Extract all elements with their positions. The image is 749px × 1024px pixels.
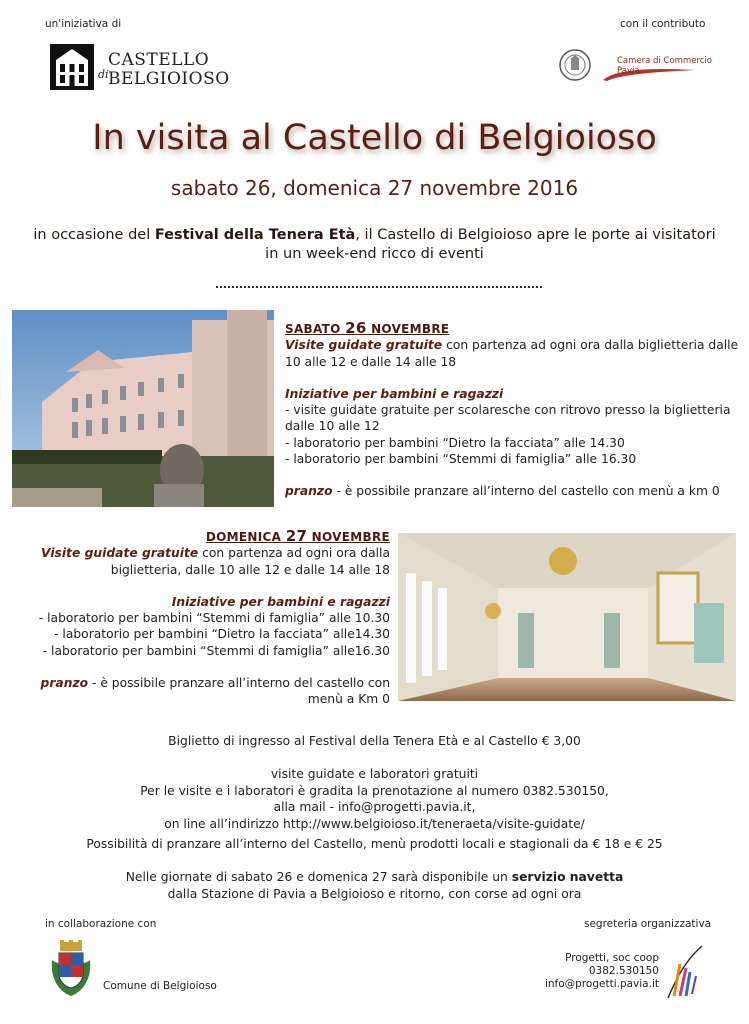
dotted-divider	[216, 286, 542, 290]
sunday-visite-head: Visite guidate gratuite	[41, 546, 199, 561]
shuttle-bold: servizio navetta	[511, 870, 624, 884]
sunday-iniziativa-item: - laboratorio per bambini “Stemmi di famiglia” alle16.30	[42, 643, 390, 658]
cc-line1: Camera di Commercio	[617, 56, 712, 66]
logo-word-castello: CASTELLO	[108, 50, 210, 70]
saturday-pranzo-head: pranzo	[285, 484, 333, 499]
saturday-section	[285, 320, 745, 500]
camera-commercio-logo	[617, 56, 712, 76]
sunday-day-number: 27	[285, 527, 308, 545]
progetti-logo-icon	[666, 944, 706, 1000]
initiative-label: un'iniziativa di	[45, 18, 122, 30]
sunday-pranzo-text: - è possibile pranzare all’interno del castello con menù a Km 0	[88, 676, 390, 707]
visite-line: Per le visite e i laboratori è gradita la prenotazione al numero 0382.530150,	[140, 783, 609, 798]
visite-line: visite guidate e laboratori gratuiti	[270, 767, 479, 781]
page-title: In visita al Castello di Belgioioso	[92, 118, 657, 158]
logo-word-belgioioso: BELGIOIOSO	[108, 69, 230, 89]
sunday-pranzo-head: pranzo	[40, 676, 89, 691]
saturday-iniziativa-item: - visite guidate gratuite per scolaresche con ritrovo presso la biglietteria dalle 10 alle 12	[285, 403, 731, 434]
sunday-iniziative-head: Iniziative per bambini e ragazzi	[171, 594, 390, 609]
visite-line: on line all’indirizzo http://www.belgioioso.it/teneraeta/visite-guidate/	[164, 816, 585, 831]
sunday-heading	[14, 528, 390, 545]
saturday-visite-head: Visite guidate gratuite	[285, 338, 443, 353]
progetti-phone: 0382.530150	[588, 965, 659, 977]
castello-logo	[50, 44, 230, 92]
saturday-visite-text: con partenza ad ogni ora dalla biglietteria dalle 10 alle 12 e dalle 14 alle 18	[285, 338, 739, 369]
sunday-section	[14, 528, 390, 708]
shuttle-pre: Nelle giornate di sabato 26 e domenica 27 sarà disponibile un	[125, 870, 512, 884]
contribution-label: con il contributo	[620, 18, 706, 30]
saturday-suffix: NOVEMBRE	[366, 322, 450, 336]
saturday-pranzo-text: - è possibile pranzare all’interno del castello con menù a km 0	[332, 484, 720, 499]
shuttle-info	[40, 869, 709, 902]
saturday-iniziativa-item: - laboratorio per bambini “Stemmi di famiglia” alle 16.30	[285, 452, 637, 467]
coat-of-arms-icon	[48, 940, 94, 1000]
comune-name: Comune di Belgioioso	[103, 980, 217, 992]
saturday-heading	[285, 320, 745, 337]
ticket-info: Biglietto di ingresso al Festival della Tenera Età e al Castello € 3,00	[168, 734, 581, 748]
visite-info	[40, 766, 709, 832]
secretariat-label: segreteria organizzativa	[584, 918, 712, 930]
intro-text	[30, 226, 719, 264]
intro-pre: in occasione del	[33, 227, 155, 243]
progetti-contact	[545, 952, 659, 991]
castle-facade-photo	[12, 310, 274, 507]
sunday-iniziativa-item: - laboratorio per bambini “Dietro la facciata” alle14.30	[54, 627, 390, 642]
cc-line2: Pavia	[617, 66, 640, 76]
intro-post: , il Castello di Belgioioso apre le porte ai visitatori in un week-end ricco di eventi	[265, 227, 716, 262]
saturday-iniziativa-item: - laboratorio per bambini “Dietro la facciata” alle 14.30	[285, 435, 625, 450]
event-dates: sabato 26, domenica 27 novembre 2016	[170, 176, 579, 200]
sunday-visite	[14, 545, 390, 578]
visite-line: alla mail - info@progetti.pavia.it,	[273, 800, 476, 814]
saturday-prefix: SABATO	[285, 322, 346, 336]
sunday-suffix: NOVEMBRE	[307, 530, 390, 544]
saturday-visite	[285, 337, 745, 370]
saturday-pranzo	[285, 483, 745, 499]
shuttle-line-1	[40, 869, 709, 886]
castle-icon	[50, 44, 94, 90]
progetti-name: Progetti, soc coop	[565, 952, 659, 964]
shuttle-line-2: dalla Stazione di Pavia a Belgioioso e ritorno, con corse ad ogni ora	[167, 886, 582, 901]
sunday-pranzo	[14, 675, 390, 708]
saturday-iniziative-head: Iniziative per bambini e ragazzi	[285, 386, 504, 401]
logo-word-di: di	[98, 68, 109, 81]
seal-icon	[559, 49, 591, 81]
sunday-prefix: DOMENICA	[205, 530, 286, 544]
intro-festival: Festival della Tenera Età	[154, 227, 356, 243]
ballroom-photo	[398, 533, 736, 701]
lunch-info: Possibilità di pranzare all’interno del Castello, menù prodotti locali e stagionali da € 18 e € 25	[86, 837, 663, 851]
progetti-email: info@progetti.pavia.it	[544, 978, 659, 990]
sunday-iniziativa-item: - laboratorio per bambini “Stemmi di famiglia” alle 10.30	[38, 611, 390, 626]
sunday-visite-text: con partenza ad ogni ora dalla biglietteria, dalle 10 alle 12 e dalle 14 alle 18	[110, 546, 390, 577]
collaboration-label: in collaborazione con	[45, 918, 157, 930]
saturday-day-number: 26	[345, 319, 367, 337]
